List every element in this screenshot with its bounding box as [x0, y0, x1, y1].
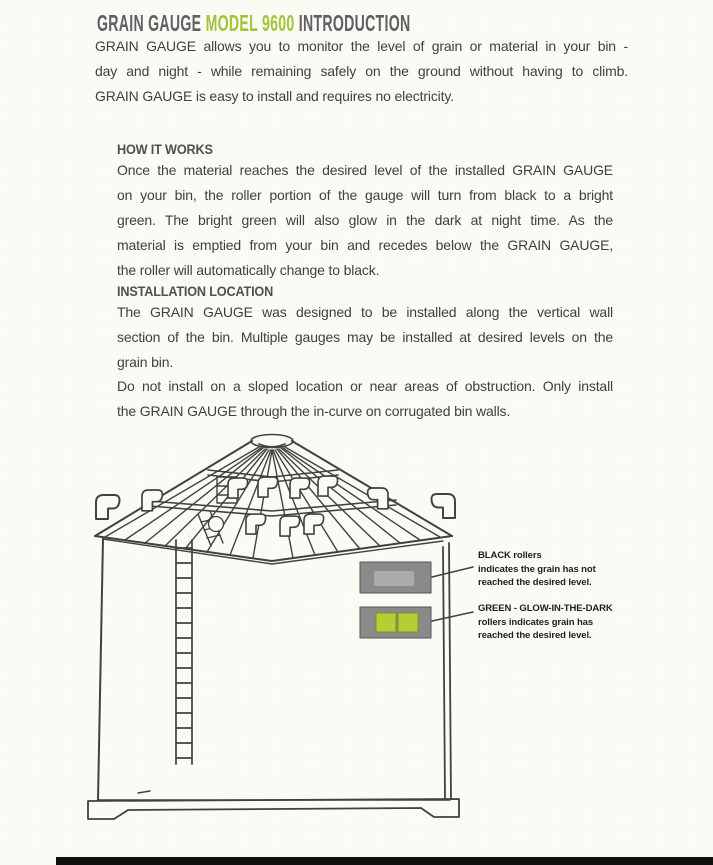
- green-roller: [398, 613, 418, 632]
- text-line: on your bin, the roller portion of the gauge will turn from black to a bright: [117, 187, 613, 203]
- roof-cap: [251, 435, 293, 448]
- text-line: Once the material reaches the desired level of the installed GRAIN GAUGE: [117, 162, 613, 178]
- how-it-works-heading: HOW IT WORKS: [117, 142, 213, 157]
- text-line: rollers indicates grain has: [478, 616, 594, 628]
- leader-line-green: [432, 612, 473, 621]
- installation-paragraph-2: [117, 374, 613, 424]
- text-line: day and night - while remaining safely on the ground without having to climb.: [95, 63, 628, 79]
- installation-location-heading: INSTALLATION LOCATION: [117, 284, 274, 299]
- text-line: Do not install on a sloped location or near areas of obstruction. Only install: [117, 378, 613, 394]
- callout-black-rollers: [478, 549, 703, 590]
- text-line: BLACK rollers: [478, 550, 542, 561]
- gauge-plate-black: [360, 562, 431, 593]
- gauge-plate-green: [360, 607, 431, 638]
- text-line: reached the desired level.: [478, 630, 592, 641]
- text-line: GRAIN GAUGE allows you to monitor the level of grain or material in your bin -: [95, 38, 628, 54]
- page-title: [97, 10, 410, 37]
- title-part-model-number: MODEL 9600: [205, 10, 295, 36]
- title-part-grain-gauge: GRAIN GAUGE: [97, 10, 206, 36]
- intro-paragraph: [95, 34, 628, 109]
- bin-roof: [95, 435, 455, 565]
- text-line: grain bin.: [117, 354, 174, 370]
- callout-green-rollers: [478, 602, 703, 643]
- text-line: GRAIN GAUGE is easy to install and requires no electricity.: [95, 88, 454, 104]
- installation-paragraph-1: [117, 300, 613, 375]
- text-line: reached the desired level.: [478, 577, 592, 588]
- green-roller: [376, 613, 396, 632]
- text-line: the roller will automatically change to black.: [117, 262, 380, 278]
- black-roller-window: [374, 571, 414, 586]
- grain-bin-illustration: [55, 422, 505, 834]
- leader-line-black: [432, 567, 473, 577]
- scan-edge-artifact: [56, 857, 713, 865]
- text-line: The GRAIN GAUGE was designed to be installed along the vertical wall: [117, 304, 613, 320]
- text-line: indicates the grain has not: [478, 563, 596, 575]
- text-line: the GRAIN GAUGE through the in-curve on corrugated bin walls.: [117, 403, 511, 419]
- text-line: material is emptied from your bin and recedes below the GRAIN GAUGE,: [117, 237, 613, 253]
- text-line: GREEN - GLOW-IN-THE-DARK: [478, 603, 613, 614]
- text-line: green. The bright green will also glow in the dark at night time. As the: [117, 212, 613, 228]
- text-line: section of the bin. Multiple gauges may be installed at desired levels on the: [117, 329, 613, 345]
- title-part-introduction: INTRODUCTION: [294, 10, 411, 36]
- how-it-works-paragraph: [117, 158, 613, 283]
- bin-base: [88, 799, 459, 819]
- wall-ladder: [176, 540, 192, 764]
